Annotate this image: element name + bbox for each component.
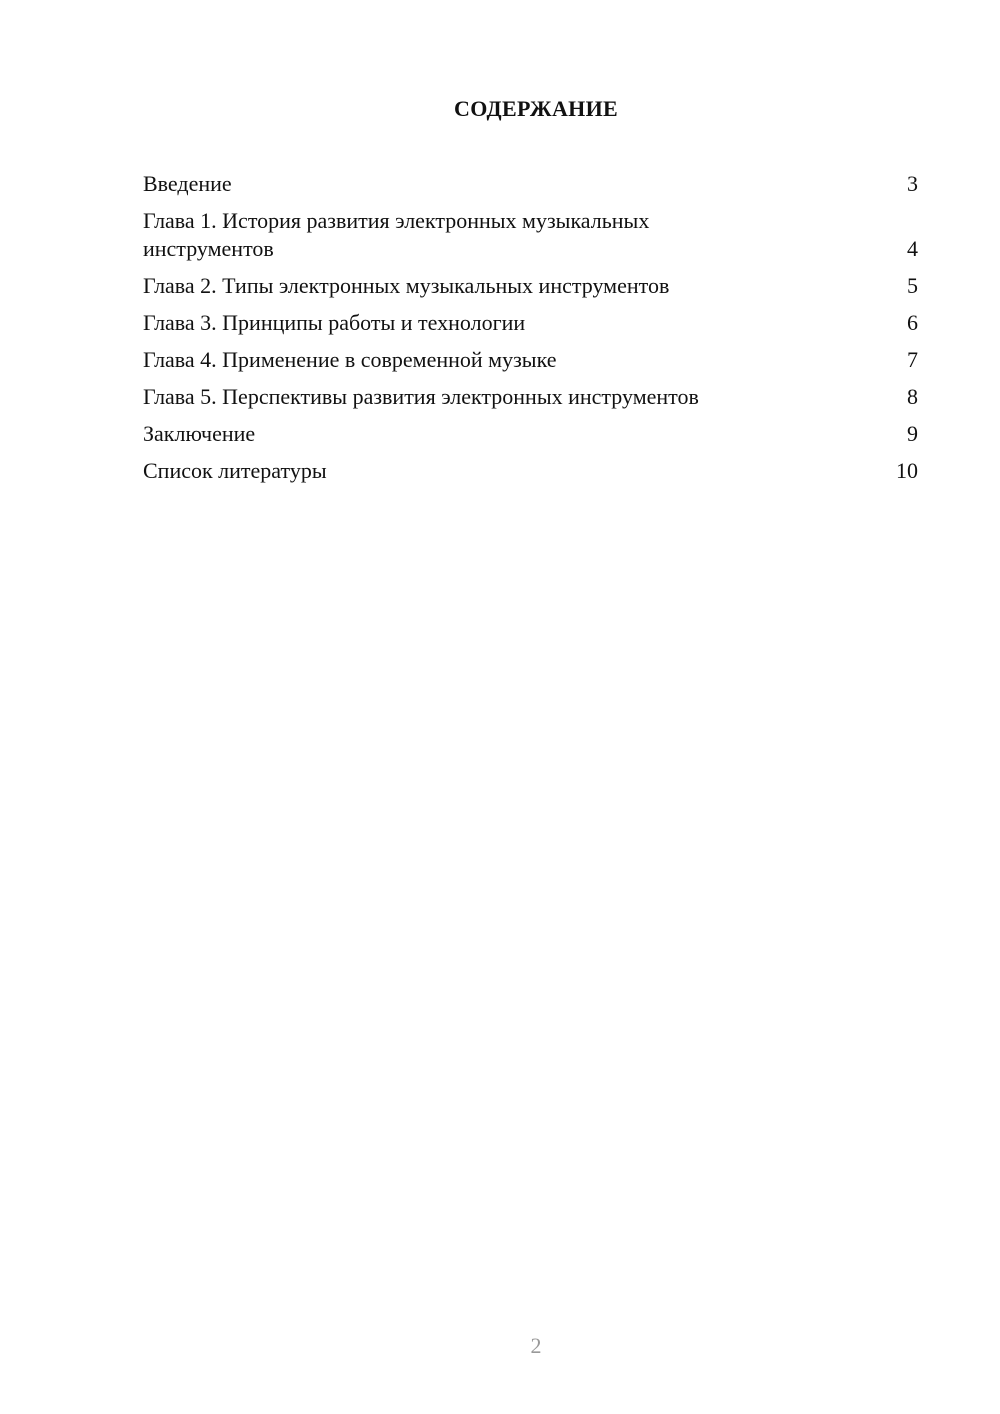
- toc-entry-chapter-3[interactable]: [143, 309, 918, 337]
- toc-title: СОДЕРЖАНИЕ: [454, 96, 618, 121]
- toc-entry-label: Глава 4. Применение в современной музыке: [143, 347, 557, 372]
- toc-entry-label: Глава 1. История развития электронных музыкальных инструментов: [143, 208, 650, 261]
- toc-entry-page-number: 5: [907, 273, 918, 298]
- toc-entry-page-number: 9: [907, 421, 918, 446]
- toc-entry-page-number: 3: [907, 171, 918, 196]
- page-number: 2: [530, 1333, 542, 1358]
- toc-entry-page-number: 6: [907, 310, 918, 335]
- toc-entry-chapter-5[interactable]: [143, 383, 918, 411]
- toc-entry-label: Глава 5. Перспективы развития электронных инструментов: [143, 384, 699, 409]
- toc-entry-chapter-2[interactable]: [143, 272, 918, 300]
- toc-entry-label: Глава 2. Типы электронных музыкальных инструментов: [143, 273, 670, 298]
- toc-entry-chapter-1[interactable]: [143, 207, 918, 263]
- toc-entry-label: Список литературы: [143, 458, 327, 483]
- toc-entry-label: Введение: [143, 171, 232, 196]
- toc-entry-introduction[interactable]: [143, 170, 918, 198]
- toc-entry-chapter-4[interactable]: [143, 346, 918, 374]
- toc-entry-bibliography[interactable]: [143, 457, 918, 485]
- toc-entry-label: Глава 3. Принципы работы и технологии: [143, 310, 526, 335]
- toc-entry-label: Заключение: [143, 421, 256, 446]
- toc-entry-page-number: 7: [907, 347, 918, 372]
- toc-entry-conclusion[interactable]: [143, 420, 918, 448]
- table-of-contents: [143, 170, 918, 494]
- toc-entry-page-number: 4: [907, 236, 918, 261]
- toc-entry-page-number: 8: [907, 384, 918, 409]
- toc-entry-page-number: 10: [896, 458, 918, 483]
